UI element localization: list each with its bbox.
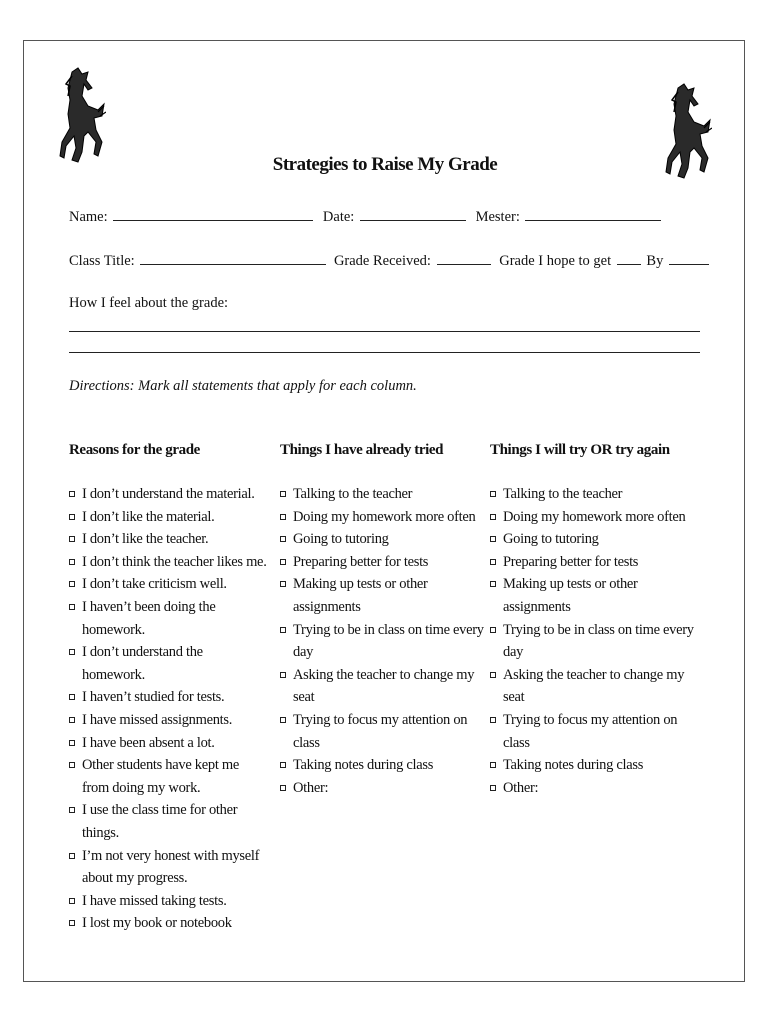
checklist-item-label: Trying to be in class on time every day (293, 621, 484, 661)
checklist-item (69, 732, 269, 755)
checklist-item (69, 890, 269, 913)
checklist-item (490, 551, 700, 574)
checklist-item-label: Doing my homework more often (503, 508, 686, 525)
checklist-item (69, 912, 269, 935)
checklist-item-label: Trying to focus my attention on class (293, 711, 468, 751)
checkbox[interactable] (69, 920, 75, 926)
checklist-item (490, 777, 700, 800)
checklist-item (280, 664, 485, 709)
checklist-item (69, 709, 269, 732)
checklist-item (69, 551, 269, 574)
checklist-item-label: I don’t think the teacher likes me. (82, 553, 267, 570)
checklist-item (69, 506, 269, 529)
checkbox[interactable] (69, 694, 75, 700)
reasons-list (69, 483, 269, 935)
checkbox[interactable] (490, 491, 496, 497)
checklist-item-label: Talking to the teacher (293, 486, 413, 502)
checklist-item (280, 754, 485, 777)
class-title-label: Class Title: (69, 253, 135, 269)
date-field[interactable] (360, 208, 466, 221)
checklist-item (280, 483, 485, 506)
directions-text: Directions: Mark all statements that apply for each column. (69, 378, 417, 394)
checkbox[interactable] (69, 898, 75, 904)
checklist-item (69, 754, 269, 799)
checklist-item (490, 573, 700, 618)
checklist-item-label: Going to tutoring (503, 531, 599, 548)
checkbox[interactable] (69, 604, 75, 610)
info-row-1 (69, 208, 663, 226)
by-field[interactable] (669, 252, 709, 265)
checklist-item (280, 777, 485, 800)
column-heading: Things I have already tried (280, 442, 444, 458)
checkbox[interactable] (280, 627, 286, 633)
checklist-item (280, 551, 485, 574)
column-reasons (69, 442, 269, 935)
checkbox[interactable] (69, 717, 75, 723)
checkbox[interactable] (490, 559, 496, 565)
column-heading: Reasons for the grade (69, 442, 200, 458)
checklist-item-label: Doing my homework more often (293, 508, 476, 525)
checklist-item-label: I haven’t been doing the homework. (82, 598, 216, 638)
checkbox[interactable] (69, 740, 75, 746)
checklist-item-label: Talking to the teacher (503, 486, 623, 502)
checklist-item (280, 528, 485, 551)
checklist-item-label: Making up tests or other assignments (503, 576, 638, 615)
checklist-item (69, 641, 269, 686)
checkbox[interactable] (69, 536, 75, 542)
checkbox[interactable] (490, 536, 496, 542)
checklist-item (69, 573, 269, 596)
already-tried-list (280, 483, 485, 799)
mester-label: Mester: (475, 209, 520, 225)
checklist-item-label: Trying to be in class on time every day (503, 621, 694, 661)
checklist-item-label: Trying to focus my attention on class (503, 711, 678, 751)
checkbox[interactable] (69, 491, 75, 497)
column-will-try (490, 442, 700, 799)
checkbox[interactable] (280, 491, 286, 497)
date-label: Date: (322, 209, 355, 225)
checklist-item (69, 686, 269, 709)
feel-line-2[interactable] (69, 352, 700, 353)
checklist-item-label: I have missed taking tests. (82, 892, 227, 909)
checklist-item (69, 799, 269, 844)
checklist-item-label: Other students have kept me from doing my work. (82, 757, 239, 796)
column-already-tried (280, 442, 485, 799)
checkbox[interactable] (280, 536, 286, 542)
checkbox[interactable] (280, 514, 286, 520)
mester-field[interactable] (525, 208, 661, 221)
checklist-item-label: I don’t understand the material. (82, 486, 255, 502)
checkbox[interactable] (69, 649, 75, 655)
checklist-item (490, 483, 700, 506)
checkbox[interactable] (69, 807, 75, 813)
checkbox[interactable] (490, 672, 496, 678)
checklist-item (490, 709, 700, 754)
checklist-item-label: I have missed assignments. (82, 711, 233, 728)
checklist-item-label: Asking the teacher to change my seat (503, 666, 685, 706)
checklist-item-label: I lost my book or notebook (82, 915, 232, 932)
class-title-field[interactable] (140, 252, 326, 265)
checklist-item (280, 709, 485, 754)
checkbox[interactable] (69, 762, 75, 768)
checklist-item-label: Preparing better for tests (503, 553, 639, 570)
checklist-item-label: I don’t like the teacher. (82, 531, 209, 548)
checklist-item (69, 596, 269, 641)
checklist-item-label: I don’t take criticism well. (82, 576, 227, 593)
checkbox[interactable] (69, 853, 75, 859)
checkbox[interactable] (280, 717, 286, 723)
checkbox[interactable] (490, 627, 496, 633)
checkbox[interactable] (490, 514, 496, 520)
checkbox[interactable] (280, 559, 286, 565)
checklist-item (490, 506, 700, 529)
feel-line-1[interactable] (69, 331, 700, 332)
checkbox[interactable] (490, 785, 496, 791)
checklist-item (280, 506, 485, 529)
checklist-item (69, 845, 269, 890)
checklist-item (490, 528, 700, 551)
page-title: Strategies to Raise My Grade (272, 154, 498, 175)
grade-received-label: Grade Received: (333, 253, 431, 269)
checklist-item-label: I haven’t studied for tests. (82, 689, 225, 706)
checklist-item-label: Going to tutoring (293, 531, 389, 548)
checklist-item (490, 664, 700, 709)
checklist-item-label: Taking notes during class (503, 757, 644, 774)
checklist-item-label: Asking the teacher to change my seat (293, 666, 475, 706)
checkbox[interactable] (69, 559, 75, 565)
info-row-2 (69, 252, 711, 270)
checkbox[interactable] (280, 785, 286, 791)
grade-hope-label: Grade I hope to get (499, 253, 612, 269)
column-heading: Things I will try OR try again (490, 442, 670, 458)
checkbox[interactable] (280, 672, 286, 678)
checklist-item-label: Taking notes during class (293, 757, 434, 774)
checklist-item-label: I’m not very honest with myself about my progress. (82, 847, 260, 887)
checkbox[interactable] (490, 762, 496, 768)
feel-label: How I feel about the grade: (69, 295, 229, 311)
checkbox[interactable] (490, 581, 496, 587)
checkbox[interactable] (490, 717, 496, 723)
checkbox[interactable] (69, 514, 75, 520)
checklist-item (69, 528, 269, 551)
will-try-list (490, 483, 700, 799)
checklist-item (280, 619, 485, 664)
checklist-item-label: I don’t understand the homework. (82, 644, 203, 683)
by-label: By (646, 253, 664, 269)
checkbox[interactable] (280, 762, 286, 768)
checklist-item-label: Other: (503, 779, 539, 796)
checkbox[interactable] (280, 581, 286, 587)
checklist-item-label: I have been absent a lot. (82, 734, 215, 751)
checklist-item (280, 573, 485, 618)
mustang-logo-left (58, 66, 106, 164)
grade-hope-field[interactable] (617, 252, 641, 265)
checklist-item-label: I use the class time for other things. (82, 802, 238, 841)
name-field[interactable] (113, 208, 313, 221)
checklist-item-label: Other: (293, 779, 329, 796)
checkbox[interactable] (69, 581, 75, 587)
name-label: Name: (69, 209, 108, 225)
checklist-item-label: I don’t like the material. (82, 508, 215, 525)
grade-received-field[interactable] (437, 252, 491, 265)
checklist-item (69, 483, 269, 506)
checklist-item (490, 754, 700, 777)
checklist-item (490, 619, 700, 664)
checklist-item-label: Making up tests or other assignments (293, 576, 428, 615)
checklist-item-label: Preparing better for tests (293, 553, 429, 570)
